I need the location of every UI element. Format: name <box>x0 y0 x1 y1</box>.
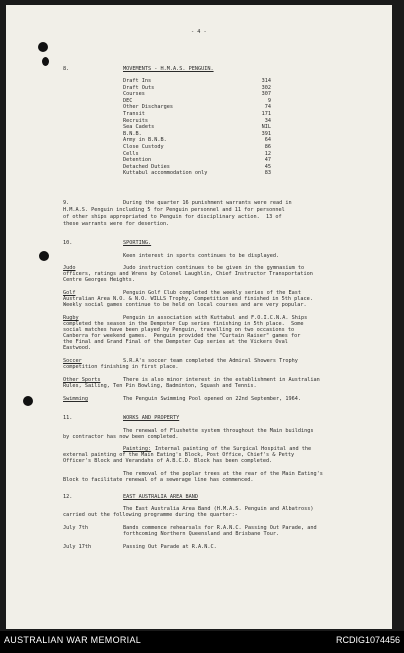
movements-row <box>123 144 271 151</box>
document-page <box>6 5 392 629</box>
movements-row-label: Cells <box>123 150 139 157</box>
movements-row <box>123 85 271 92</box>
section-10-title: SPORTING. <box>123 240 152 246</box>
movements-table <box>123 78 271 177</box>
movements-row-label: Transit <box>123 110 145 117</box>
movements-row-label: DEC <box>123 97 133 104</box>
golf-line-2: Australian Area N.O. & N.O. WILLS Trophy, Competition and finished in 5th place. <box>63 296 313 302</box>
footer-record-id: RCDIG1074456 <box>335 635 400 645</box>
movements-row <box>123 118 271 125</box>
movements-row-value: 391 <box>261 130 271 137</box>
movements-row-label: Army in B.N.B. <box>123 137 167 144</box>
rugby-label: Rugby <box>63 315 79 321</box>
section-10-number: 10. <box>63 240 73 246</box>
section-12-title: EAST AUSTRALIA AREA BAND <box>123 494 198 500</box>
works-p1-line-2: by contractor has now been completed. <box>63 434 179 440</box>
movements-row-value: 74 <box>264 104 271 111</box>
section-9-line-3: of other ships appropriated to Penguin for disciplinary action. 13 of <box>63 214 282 220</box>
binder-hole-top-2 <box>42 57 49 66</box>
works-p2-line-3: Officer's Block and Verandahs of A.B.C.D. Block has been completed. <box>63 458 273 464</box>
archive-footer <box>0 631 404 653</box>
footer-archive-name: AUSTRALIAN WAR MEMORIAL <box>4 635 142 645</box>
movements-row <box>123 98 271 105</box>
soccer-label: Soccer <box>63 358 82 364</box>
movements-row <box>123 164 271 171</box>
binder-hole-top <box>38 42 48 52</box>
judo-label: Judo <box>63 265 76 271</box>
sporting-intro: Keen interest in sports continues to be displayed. <box>123 253 280 259</box>
section-9-line-1: During the quarter 16 punishment warrants were read in <box>123 200 292 206</box>
movements-row-label: Sea Cadets <box>123 124 155 131</box>
movements-row-value: 314 <box>261 78 271 84</box>
movements-row-label: Detached Duties <box>123 163 170 170</box>
movements-row <box>123 151 271 158</box>
movements-row-label: B.N.B. <box>123 130 142 137</box>
band-item-2-line-1: Passing Out Parade at R.A.N.C. <box>123 544 217 550</box>
movements-row <box>123 170 271 177</box>
section-8-title: MOVEMENTS - H.M.A.S. PENGUIN. <box>123 66 214 72</box>
band-item-1-line-1: Bands commence rehearsals for R.A.N.C. Passing Out Parade, and <box>123 525 317 531</box>
works-p3-line-1: The removal of the poplar trees at the rear of the Main Eating's <box>123 471 323 477</box>
movements-row-value: 307 <box>261 91 271 98</box>
other-sports-label: Other Sports <box>63 377 101 383</box>
movements-row-value: 64 <box>264 137 271 144</box>
movements-row-label: Courses <box>123 91 145 98</box>
swimming-line-1: The Penguin Swimming Pool opened on 22nd September, 1964. <box>123 396 302 402</box>
rugby-line-3: social matches have been played by Penguin, travelling on two occasions to <box>63 327 295 333</box>
soccer-line-1: S.R.A's soccer team completed the Admiral Showers Trophy <box>123 358 298 364</box>
section-11-number: 11. <box>63 415 73 421</box>
works-p2-line-2: external painting of the Main Eating's Block, Post Office, Chief's & Petty <box>63 452 295 458</box>
other-sports-line-1: There is also minor interest in the establishment in Australian <box>123 377 320 383</box>
band-item-2-date: July 17th <box>63 544 92 550</box>
movements-row-label: Draft Outs <box>123 84 155 91</box>
movements-row-value: 171 <box>261 110 271 117</box>
judo-line-2: officers, ratings and Wrens by Colonel Laughlin, Chief Instructor Transportation <box>63 271 313 277</box>
golf-line-3: Weekly social games continue to be held on local courses and are very popular. <box>63 302 307 308</box>
binder-hole-bottom <box>23 396 33 406</box>
rugby-line-2: completed the season in the Dempster Cup series finishing in 5th place. Some <box>63 321 304 327</box>
band-item-1-line-2: forthcoming Northern Queensland and Brisbane Tour. <box>123 531 280 537</box>
band-intro-line-1: The East Australia Area Band (H.M.A.S. Penguin and Albatross) <box>123 506 314 512</box>
page-number: - 4 - <box>191 29 207 35</box>
movements-row-value: 9 <box>267 97 271 104</box>
movements-row-value: 12 <box>264 150 271 157</box>
movements-row <box>123 104 271 111</box>
binder-hole-middle <box>39 251 49 261</box>
movements-row-value: 45 <box>264 163 271 170</box>
movements-row-value: 47 <box>264 157 271 164</box>
judo-line-3: Centre Georges Heights. <box>63 277 135 283</box>
other-sports-line-2: Rules, Sailing, Ten Pin Bowling, Badminton, Squash and Tennis. <box>63 383 257 389</box>
movements-row-label: Kuttabul accommodation only <box>123 170 208 177</box>
works-p3-line-2: Block to facilitate renewal of a sewerage line has commenced. <box>63 477 254 483</box>
judo-line-1: Judo instruction continues to be given in the gymnasium to <box>123 265 305 271</box>
section-9-line-2: H.M.A.S. Penguin including 5 for Penguin personnel and 11 for personnel <box>63 207 285 213</box>
movements-row-value: 302 <box>261 84 271 91</box>
works-p1-line-1: The renewal of Flushette system throughout the Main buildings <box>123 428 314 434</box>
section-9-number: 9. <box>63 200 70 206</box>
movements-row-value: 86 <box>264 143 271 150</box>
rugby-line-5: the Final and Grand Final of the Dempster Cup series at the Vickers Oval <box>63 339 288 345</box>
section-11-title: WORKS AND PROPERTY <box>123 415 180 421</box>
painting-label: Painting: <box>123 446 152 452</box>
section-9-line-4: these warrants were for desertion. <box>63 221 170 227</box>
movements-row <box>123 137 271 144</box>
movements-row <box>123 91 271 98</box>
movements-row-label: Other Discharges <box>123 104 173 111</box>
section-8-number: 8. <box>63 66 70 72</box>
movements-row-value: 83 <box>264 170 271 177</box>
movements-row-label: Draft Ins <box>123 78 152 84</box>
movements-row-label: Close Custody <box>123 143 164 150</box>
rugby-line-1: Penguin in association with Kuttabul and F.O.I.C.N.A. Ships <box>123 315 308 321</box>
swimming-label: Swimming <box>63 396 88 402</box>
soccer-line-2: competition finishing in first place. <box>63 364 179 370</box>
movements-row <box>123 78 271 85</box>
rugby-line-4: Canberra for weekend games. Penguin provided the "Curtain Raiser" games for <box>63 333 301 339</box>
movements-row <box>123 157 271 164</box>
band-intro-line-2: carried out the following programme during the quarter:- <box>63 512 238 518</box>
movements-row-label: Detention <box>123 157 152 164</box>
movements-row <box>123 111 271 118</box>
golf-label: Golf <box>63 290 76 296</box>
golf-line-1: Penguin Golf Club completed the weekly series of the East <box>123 290 302 296</box>
band-item-1-date: July 7th <box>63 525 88 531</box>
movements-row <box>123 124 271 131</box>
movements-row-label: Recruits <box>123 117 148 124</box>
rugby-line-6: Eastwood. <box>63 345 92 351</box>
works-p2-line-1: Internal painting of the Surgical Hospital and the <box>155 446 312 452</box>
movements-row-value: NIL <box>261 124 271 131</box>
movements-row-value: 34 <box>264 117 271 124</box>
movements-row <box>123 131 271 138</box>
section-12-number: 12. <box>63 494 73 500</box>
